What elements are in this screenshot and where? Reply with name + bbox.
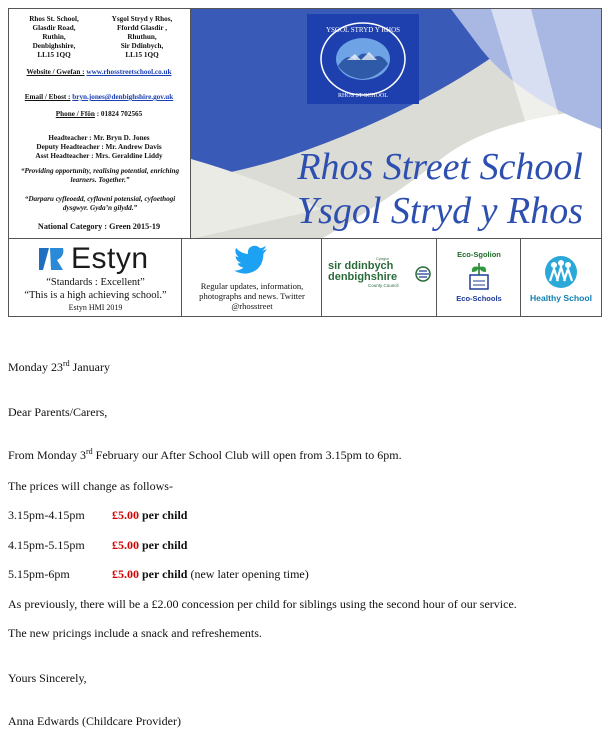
signoff: Yours Sincerely, [8,671,87,685]
letter-intro [8,448,402,463]
contact-panel [9,9,191,239]
snack-text: The new pricings include a snack and refreshements. [8,626,262,640]
staff-headteacher: Headteacher : Mr. Bryn D. Jones [48,134,150,142]
council-emblem-icon [414,266,432,282]
address-english [11,15,97,60]
council-subtitle: County Council [368,283,399,288]
price-per-child: per child [139,538,188,552]
price-per-child: per child [139,508,188,522]
website-link[interactable]: www.rhosstreetschool.co.uk [86,68,172,76]
healthy-school-panel [521,239,601,317]
concession-text: As previously, there will be a £2.00 concession per child for siblings using the second hour of our service. [8,597,517,611]
estyn-panel [9,239,182,317]
twitter-info: Regular updates, information, photographs and news. Twitter @rhosstreet [199,281,305,312]
school-name-english: Rhos Street School [297,146,583,188]
price-time: 5.15pm-6pm [8,567,70,581]
crest-icon [307,14,419,104]
crest-text-bottom: RHOS ST SCHOOL [338,93,388,99]
website-line [9,68,189,77]
council-name-english: denbighshire [328,271,398,283]
letter-greeting: Dear Parents/Carers, [8,405,108,419]
eco-label-english: Eco-Schools [456,294,502,303]
price-row [8,508,187,523]
letter-date [8,360,110,375]
price-row [8,538,187,553]
phone-number: : 01824 702565 [94,110,143,118]
intro-rest: February our After School Club will open from 3.15pm to 6pm. [92,448,402,462]
council-small-text: Cyngor [376,256,389,261]
price-row [8,567,309,582]
estyn-logo-text: Estyn [71,242,149,275]
date-text: Monday 23 [8,360,63,374]
motto-welsh: “Darparu cyfleoedd, cyflawni potensial, cyfoethogi dysgwyr. Gyda’n gilydd.” [24,195,176,212]
school-name-welsh: Ysgol Stryd y Rhos [296,190,583,232]
address-line: LL15 1QQ [37,51,71,59]
address-line: Rhos St. School, [29,15,79,23]
estyn-quote-standards: “Standards : Excellent” [46,277,145,288]
address-welsh [99,15,185,60]
staff-list [9,134,189,161]
letterhead [8,8,602,317]
twitter-panel [182,239,322,317]
address-line: Glasdir Road, [32,24,76,32]
intro-suffix: rd [86,447,93,456]
national-category: National Category : Green 2015-19 [37,222,161,231]
email-line [9,93,189,102]
price-time: 3.15pm-4.15pm [8,508,85,522]
staff-assistant: Asst Headteacher : Mrs. Geraldine Liddy [35,152,163,160]
email-link[interactable]: bryn.jones@denbighshire.gov.uk [72,93,174,101]
address-line: Ffordd Glasdir , [117,24,167,32]
address-line: Rhuthun, [127,33,157,41]
estyn-source: Estyn HMI 2019 [68,303,123,312]
estyn-quote-achieving: “This is a high achieving school.” [24,290,167,301]
price-amount: £5.00 [112,508,139,522]
motto-english: “Providing opportunity, realising potential, enriching learners. Together.” [20,167,180,184]
school-crest [307,14,419,104]
address-line: Denbighshire, [32,42,76,50]
healthy-school-icon [543,255,579,289]
partner-logos-row [9,239,601,317]
phone-line [9,110,189,119]
price-time: 4.15pm-5.15pm [8,538,85,552]
email-label: Email / Ebost : [24,93,71,101]
eco-schools-icon [467,261,491,291]
staff-deputy: Deputy Headteacher : Mr. Andrew Davis [36,143,162,151]
price-amount: £5.00 [112,538,139,552]
twitter-bird-icon[interactable] [234,245,268,275]
eco-label-welsh: Eco-Sgolion [457,250,501,259]
council-name-welsh: sir ddinbych [328,260,394,272]
phone-label: Phone / Ffôn [55,110,95,118]
address-line: Ysgol Stryd y Rhos, [111,15,173,23]
prices-intro: The prices will change as follows- [8,479,173,493]
address-line: Ruthin, [42,33,66,41]
address-line: LL15 1QQ [125,51,159,59]
website-label: Website / Gwefan : [26,68,85,76]
price-amount: £5.00 [112,567,139,581]
header-banner [191,9,601,239]
estyn-logo-icon [37,244,67,274]
healthy-school-label: Healthy School [529,293,593,303]
date-suffix: rd [63,359,70,368]
council-panel [322,239,437,317]
price-per-child: per child [139,567,188,581]
signature: Anna Edwards (Childcare Provider) [8,714,181,728]
eco-schools-panel [437,239,521,317]
price-note: (new later opening time) [187,567,309,581]
crest-text-top: YSGOL STRYD Y RHOS [325,26,401,34]
date-month: January [69,360,110,374]
address-line: Sir Ddinbych, [120,42,164,50]
intro-text: From Monday 3 [8,448,86,462]
